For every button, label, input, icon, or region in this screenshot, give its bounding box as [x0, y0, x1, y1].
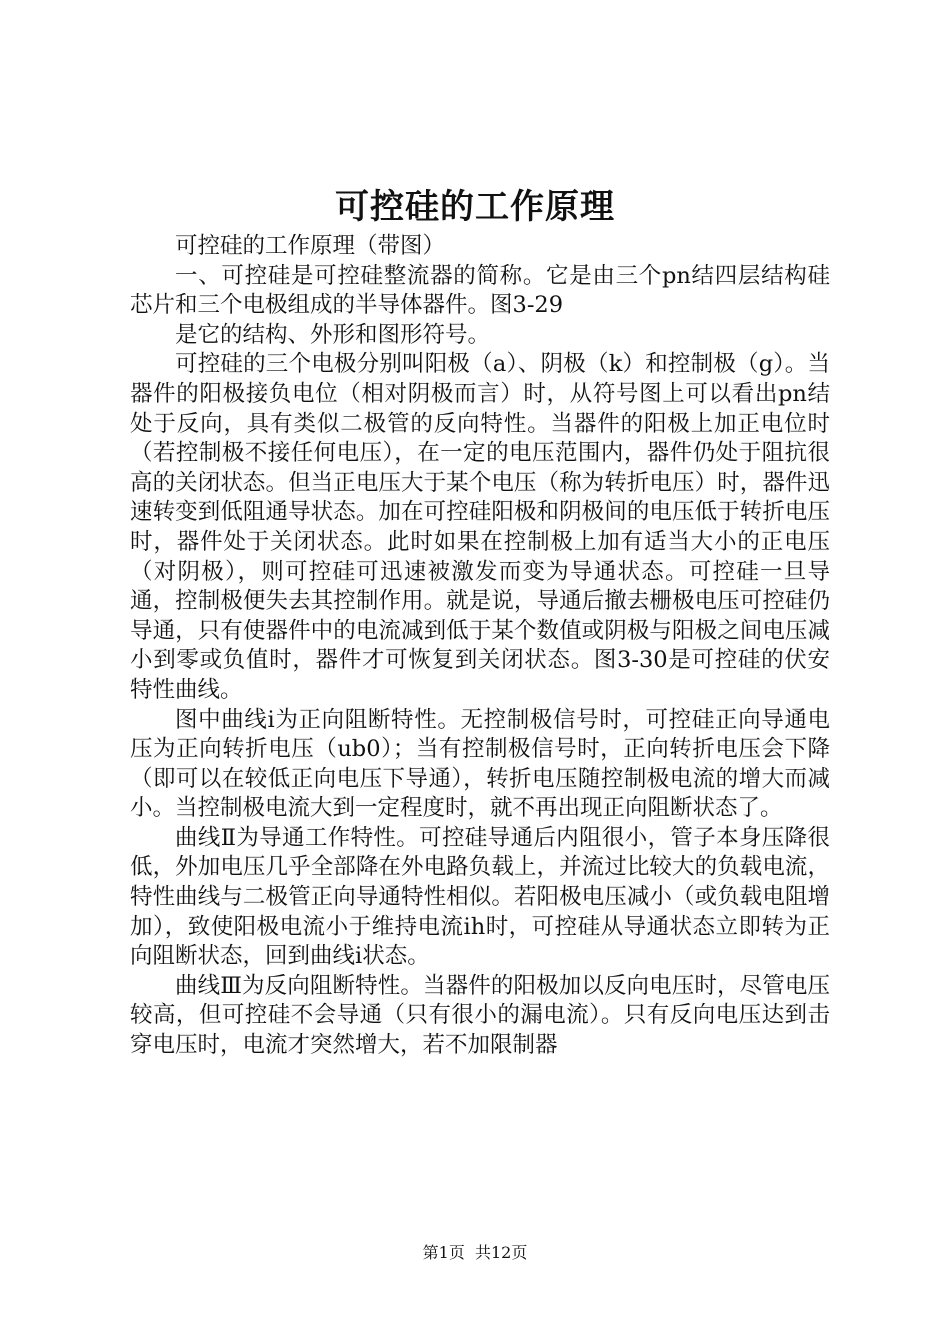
paragraph-electrodes: 可控硅的三个电极分别叫阳极（a）、阴极（k）和控制极（g）。当器件的阳极接负电位（相对阴极而言）时，从符号图上可以看出pn结处于反向，具有类似二极管的反向特性。当器件的阳极上加正电位时（若控制极不接任何电压），在一定的电压范围内，器件仍处于阻抗很高的关闭状态。但当正电压大于某个电压（称为转折电压）时，器件迅速转变到低阻通导状态。加在可控硅阳极和阴极间的电压低于转折电压时，器件处于关闭状态。此时如果在控制极上加有适当大小的正电压（对阴极），则可控硅可迅速被激发而变为导通状态。可控硅一旦导通，控制极便失去其控制作用。就是说，导通后撤去栅极电压可控硅仍导通，只有使器件中的电流减到低于某个数值或阴极与阳极之间电压减小到零或负值时，器件才可恢复到关闭状态。图3-30是可控硅的伏安特性曲线。 [130, 351, 830, 703]
document-title: 可控硅的工作原理 [335, 187, 615, 227]
paragraph-figure-ref: 是它的结构、外形和图形符号。 [175, 321, 491, 348]
page-footer [0, 1242, 950, 1264]
page-number: 第1页 共12页 [422, 1243, 528, 1262]
paragraph-subtitle: 可控硅的工作原理（带图） [175, 233, 446, 259]
paragraph-intro: 一、可控硅是可控硅整流器的简称。它是由三个pn结四层结构硅芯片和三个电极组成的半导体器件。图3-29 [130, 262, 830, 319]
paragraph-curve-iii: 曲线Ⅲ为反向阻断特性。当器件的阳极加以反向电压时，尽管电压较高，但可控硅不会导通（只有很小的漏电流）。只有反向电压达到击穿电压时，电流才突然增大，若不加限制器 [130, 972, 830, 1059]
paragraph-curve-ii: 曲线Ⅱ为导通工作特性。可控硅导通后内阻很小，管子本身压降很低，外加电压几乎全部降在外电路负载上，并流过比较大的负载电流，特性曲线与二极管正向导通特性相似。若阳极电压减小（或负载电阻增加），致使阳极电流小于维持电流ih时，可控硅从导通状态立即转为正向阻断状态，回到曲线i状态。 [130, 824, 830, 970]
document-body [130, 232, 830, 1061]
paragraph-curve-i: 图中曲线i为正向阻断特性。无控制极信号时，可控硅正向导通电压为正向转折电压（ub0）；当有控制极信号时，正向转折电压会下降（即可以在较低正向电压下导通），转折电压随控制极电流的增大而减小。当控制极电流大到一定程度时，就不再出现正向阻断状态了。 [130, 706, 830, 822]
